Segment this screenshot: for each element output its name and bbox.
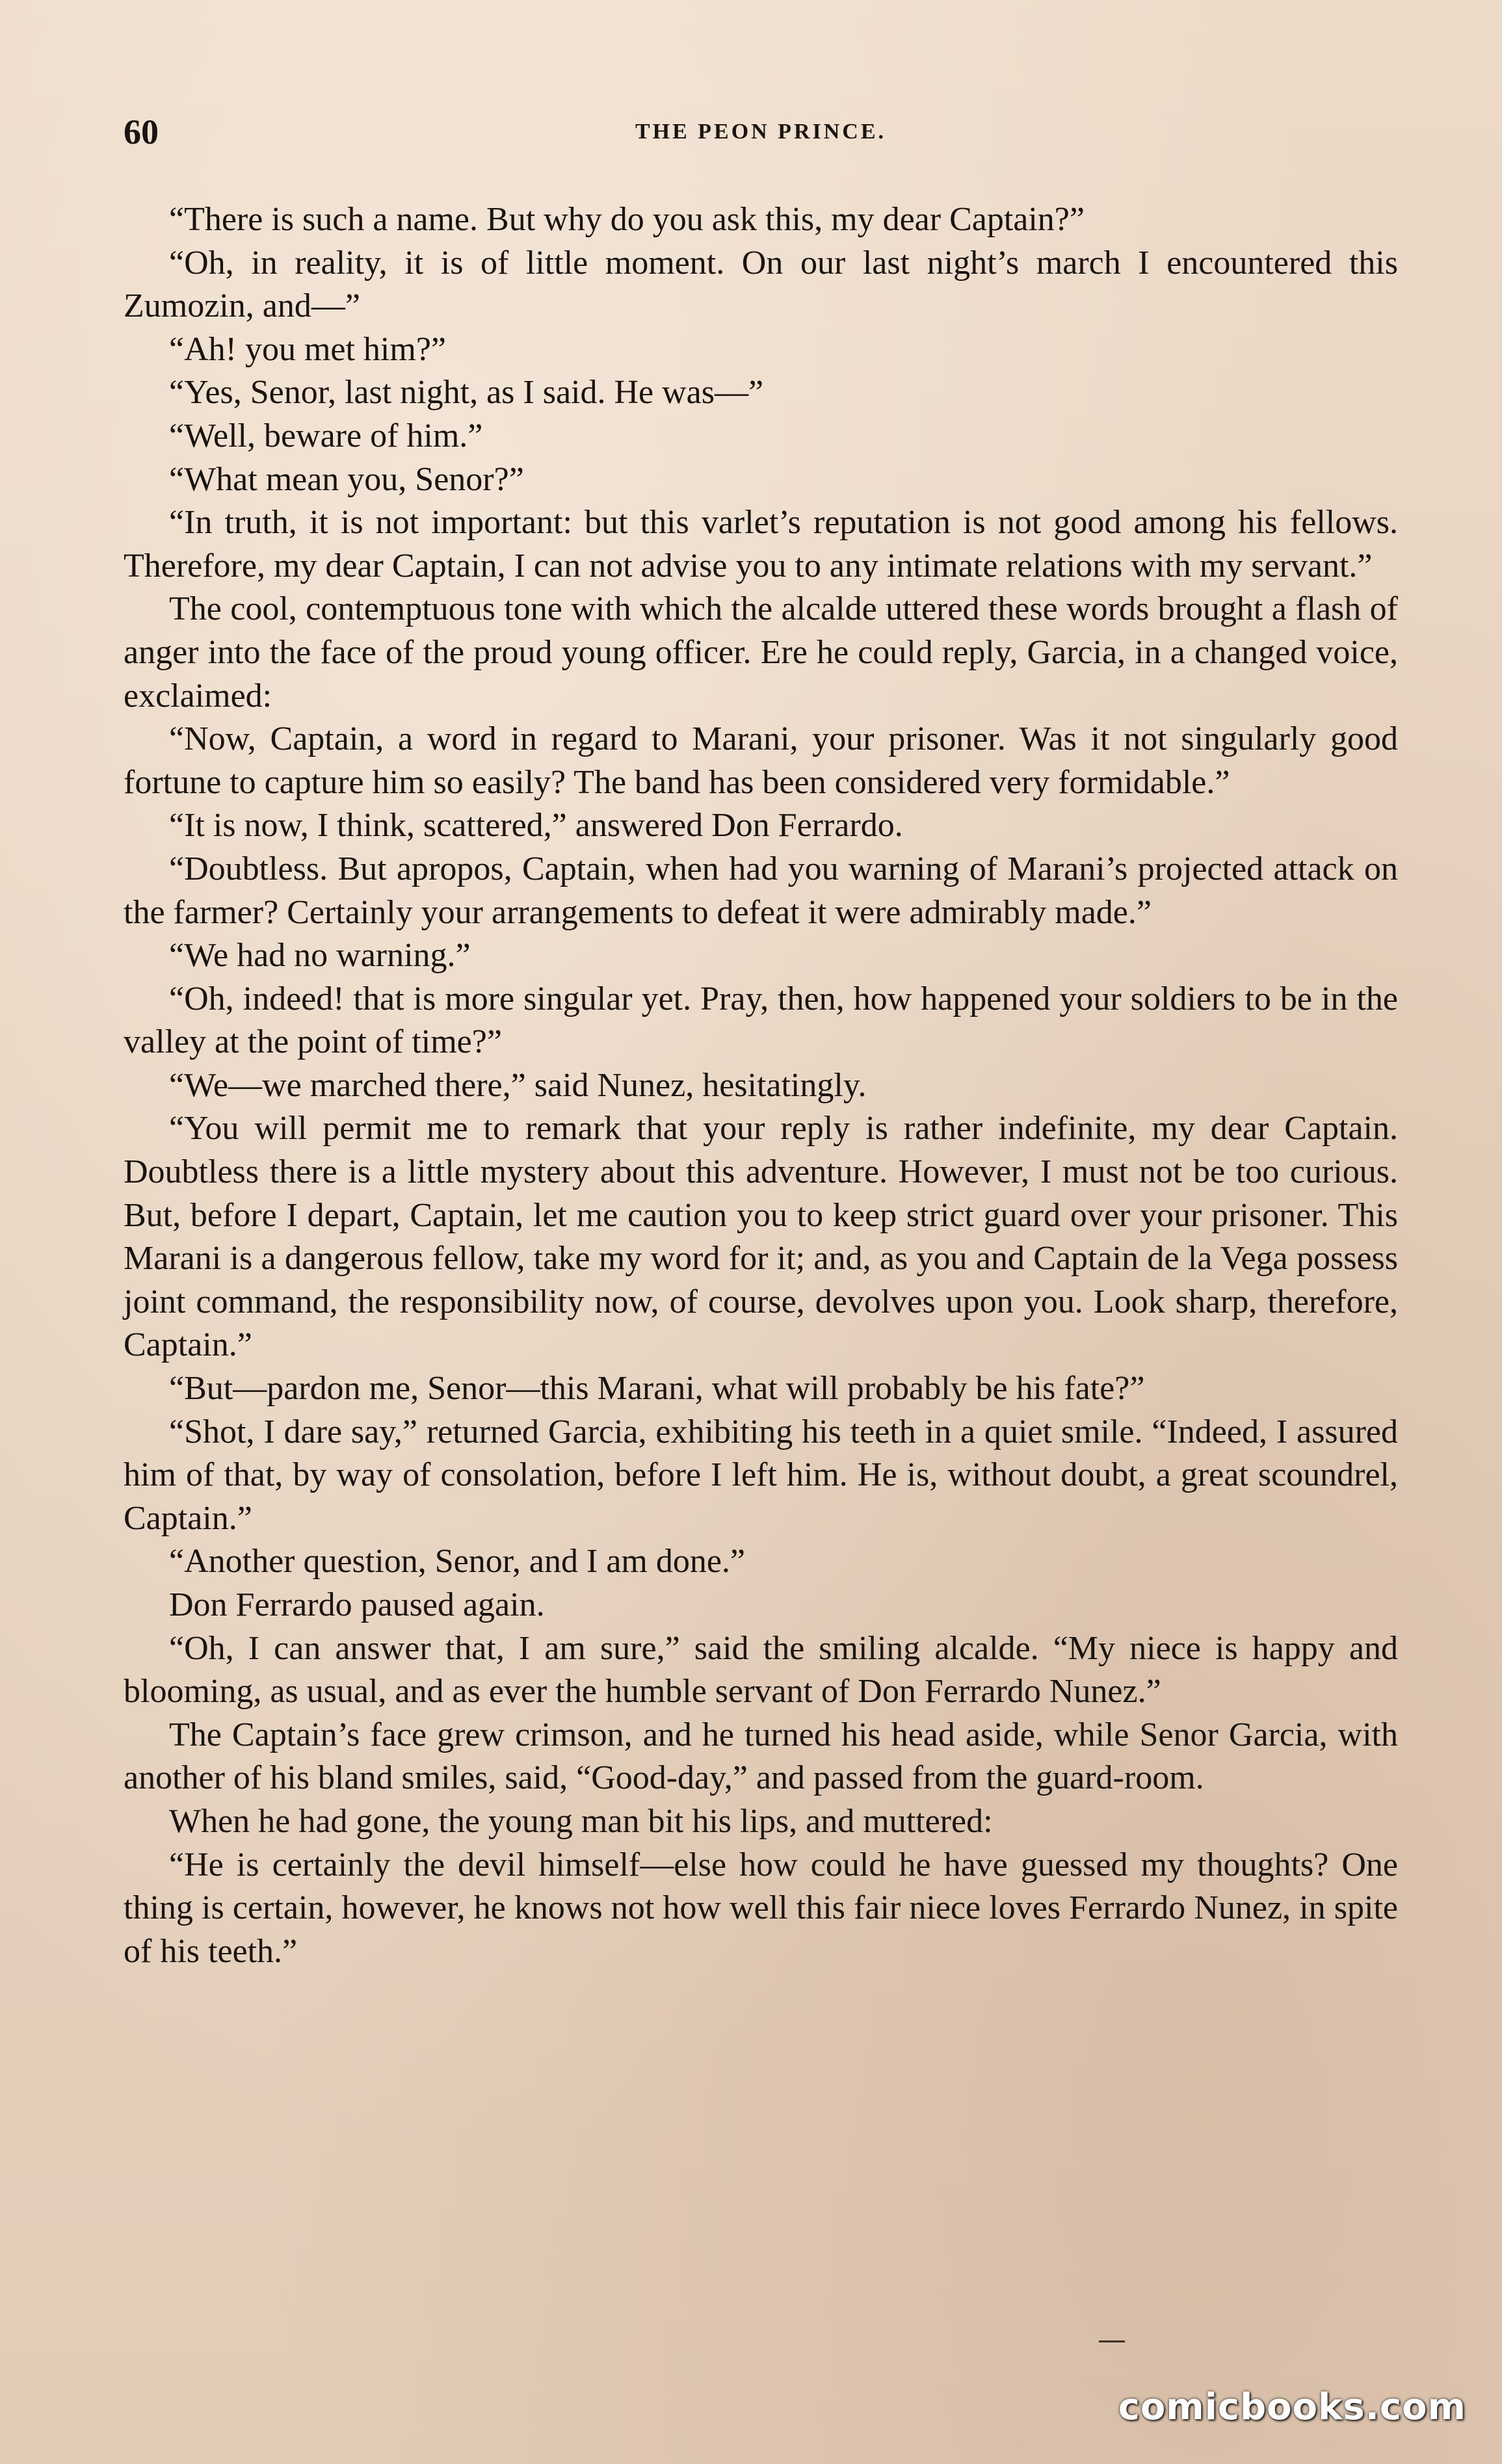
paragraph: “We—we marched there,” said Nunez, hesitatingly.	[169, 1066, 867, 1104]
paragraph: “We had no warning.”	[169, 937, 471, 975]
site-watermark: comicbooks.com	[1118, 2386, 1466, 2428]
paragraph: “Oh, I can answer that, I am sure,” said the smiling alcalde. “My niece is happy and blooming, as usual, and as ever the humble servant of Don Ferrardo Nunez.”	[124, 1629, 1398, 1710]
paragraph: “Now, Captain, a word in regard to Marani, your prisoner. Was it not singularly good fortune to capture him so easily? The band has been considered very formidable.”	[124, 720, 1398, 801]
paragraph: “You will permit me to remark that your reply is rather indefinite, my dear Captain. Doubtless there is a little mystery about this adventure. However, I must not be too curious. But, before I depart, Captain, let me caution you to keep strict guard over your prisoner. This Marani is a dangerous fellow, take my word for it; and, as you and Captain de la Vega possess joint command, the responsibility now, of course, devolves upon you. Look sharp, therefore, Captain.”	[124, 1110, 1398, 1364]
paragraph: “But—pardon me, Senor—this Marani, what will probably be his fate?”	[169, 1370, 1145, 1408]
paragraph: “Well, beware of him.”	[169, 417, 483, 454]
paragraph: “In truth, it is not important: but this varlet’s reputation is not good among his fellows. Therefore, my dear Captain, I can not advise you to any intimate relations with my servant.”	[124, 504, 1398, 584]
paragraph: “Yes, Senor, last night, as I said. He was—”	[169, 374, 764, 412]
paragraph: “Doubtless. But apropos, Captain, when had you warning of Marani’s projected attack on the farmer? Certainly your arrangements to defeat it were admirably made.”	[124, 850, 1398, 931]
page-number: 60	[124, 112, 159, 151]
paragraph: Don Ferrardo paused again.	[169, 1586, 545, 1623]
paragraph: “Another question, Senor, and I am done.”	[169, 1543, 746, 1580]
paragraph: The cool, contemptuous tone with which the alcalde uttered these words brought a flash of anger into the face of the proud young officer. Ere he could reply, Garcia, in a changed voice, exclaimed:	[124, 590, 1398, 714]
paragraph: “Ah! you met him?”	[169, 330, 446, 368]
paragraph: “There is such a name. But why do you ask this, my dear Captain?”	[169, 201, 1085, 238]
paragraph: “Oh, in reality, it is of little moment. On our last night’s march I encountered this Zumozin, and—”	[124, 244, 1398, 325]
paragraph: The Captain’s face grew crimson, and he turned his head aside, while Senor Garcia, with another of his bland smiles, said, “Good-day,” and passed from the guard-room.	[124, 1716, 1398, 1797]
footer-rule	[1099, 2340, 1125, 2342]
paragraph: “He is certainly the devil himself—else how could he have guessed my thoughts? One thing is certain, however, he knows not how well this fair niece loves Ferrardo Nunez, in spite of his teeth.”	[124, 1846, 1398, 1970]
paragraph: When he had gone, the young man bit his lips, and muttered:	[169, 1802, 993, 1840]
running-title: THE PEON PRINCE.	[635, 120, 887, 144]
page-header	[124, 109, 1398, 155]
paragraph: “Shot, I dare say,” returned Garcia, exhibiting his teeth in a quiet smile. “Indeed, I assured him of that, by way of consolation, before I left him. He is, without doubt, a great scoundrel, Captain.”	[124, 1413, 1398, 1537]
paragraph: “Oh, indeed! that is more singular yet. Pray, then, how happened your soldiers to be in the valley at the point of time?”	[124, 980, 1398, 1061]
paragraph: “What mean you, Senor?”	[169, 460, 524, 498]
body-text	[124, 198, 1398, 2305]
paragraph: “It is now, I think, scattered,” answered Don Ferrardo.	[169, 807, 903, 845]
